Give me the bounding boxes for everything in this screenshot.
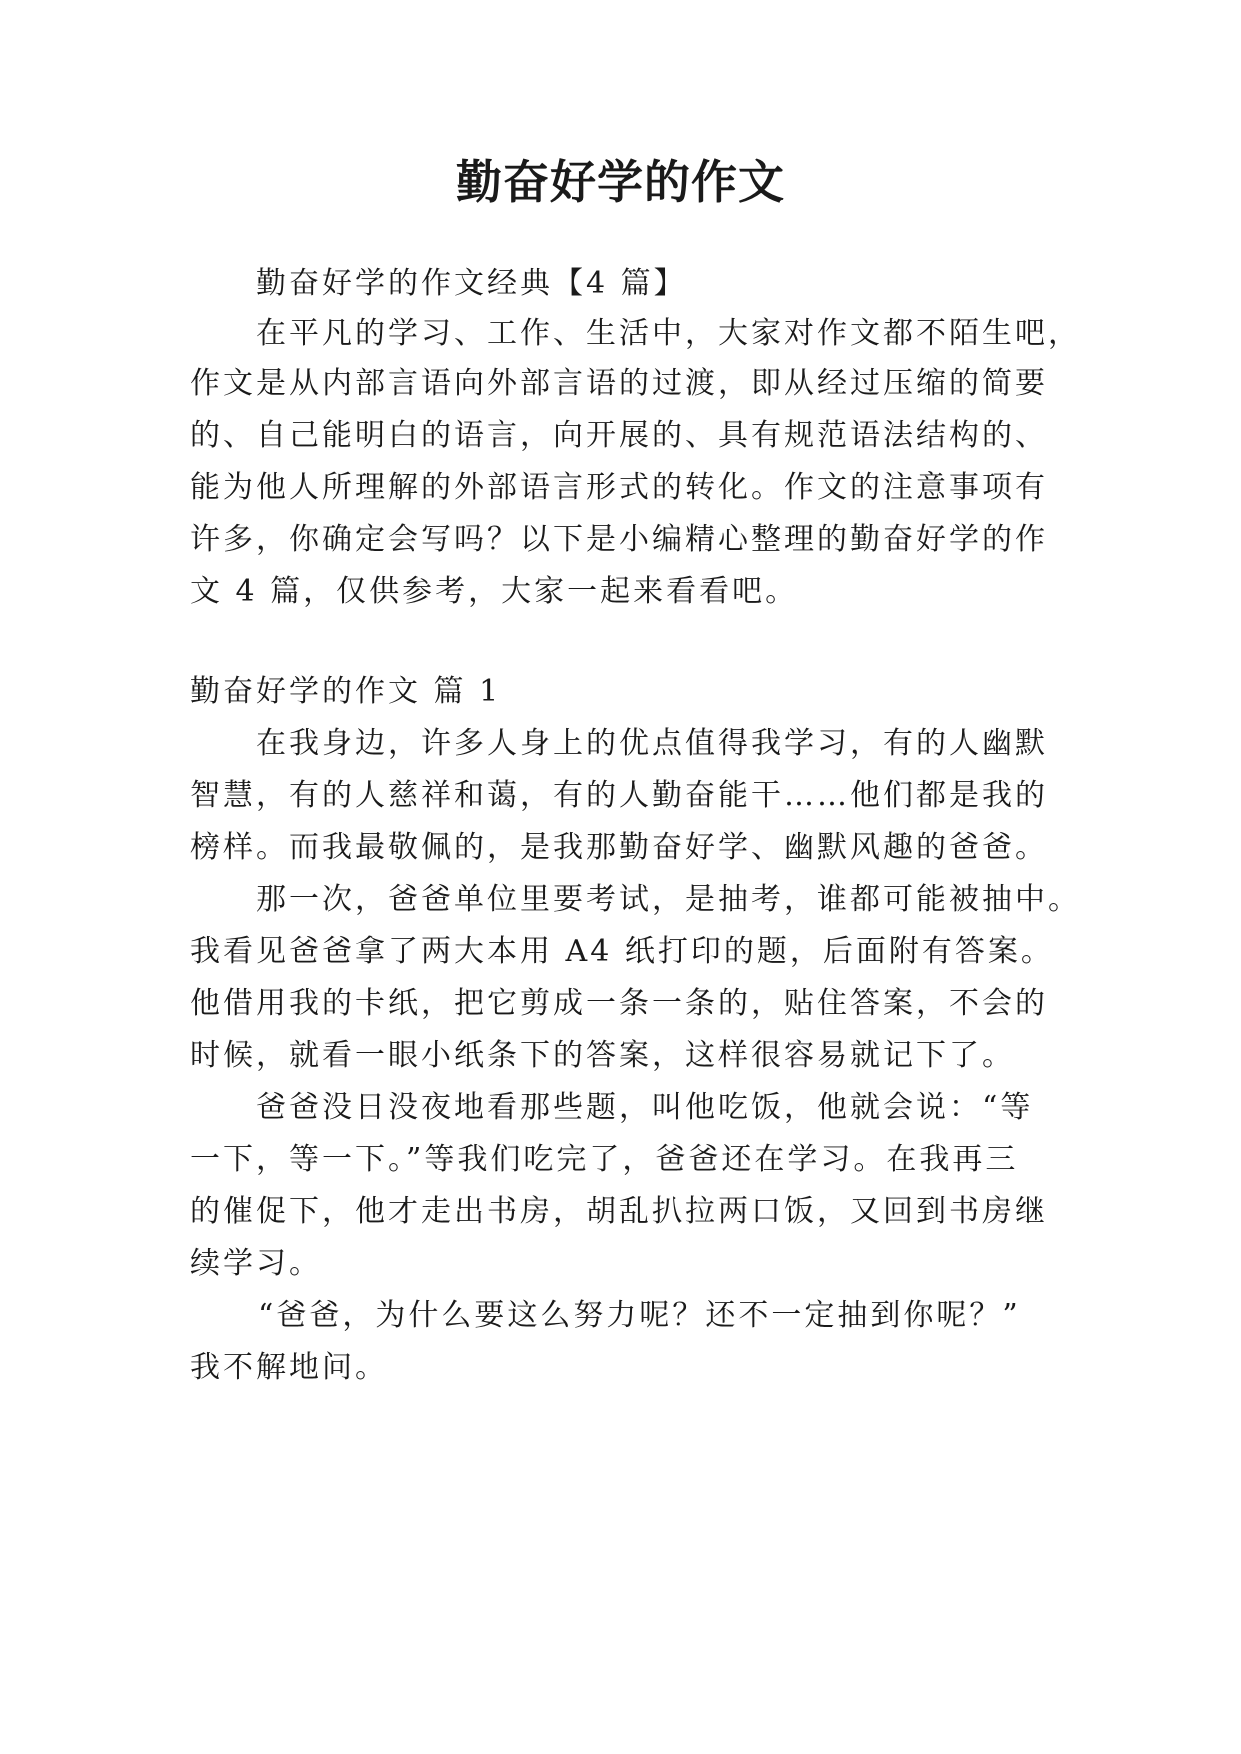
intro-line: 的、自己能明白的语言，向开展的、具有规范语法结构的、 xyxy=(190,418,1048,453)
body-line: 续学习。 xyxy=(190,1246,322,1281)
document-subtitle: 勤奋好学的作文经典【4 篇】 xyxy=(256,266,687,301)
intro-line: 能为他人所理解的外部语言形式的转化。作文的注意事项有 xyxy=(190,470,1048,505)
body-line: 智慧，有的人慈祥和蔼，有的人勤奋能干……他们都是我的 xyxy=(190,778,1048,813)
body-line: 他借用我的卡纸，把它剪成一条一条的，贴住答案，不会的 xyxy=(190,986,1048,1021)
body-line: 爸爸没日没夜地看那些题，叫他吃饭，他就会说：“等 xyxy=(256,1090,1034,1125)
body-line: 那一次，爸爸单位里要考试，是抽考，谁都可能被抽中。 xyxy=(256,882,1081,917)
section-heading: 勤奋好学的作文 篇 1 xyxy=(190,674,502,709)
intro-line: 作文是从内部言语向外部言语的过渡，即从经过压缩的简要 xyxy=(190,366,1048,401)
body-line: 榜样。而我最敬佩的，是我那勤奋好学、幽默风趣的爸爸。 xyxy=(190,830,1048,865)
body-line: 时候，就看一眼小纸条下的答案，这样很容易就记下了。 xyxy=(190,1038,1015,1073)
intro-line: 文 4 篇，仅供参考，大家一起来看看吧。 xyxy=(190,574,799,609)
body-line: “爸爸，为什么要这么努力呢？还不一定抽到你呢？” xyxy=(258,1298,1021,1333)
body-line: 的催促下，他才走出书房，胡乱扒拉两口饭，又回到书房继 xyxy=(190,1194,1048,1229)
body-line: 我看见爸爸拿了两大本用 A4 纸打印的题，后面附有答案。 xyxy=(190,934,1054,969)
body-line: 一下，等一下。”等我们吃完了，爸爸还在学习。在我再三 xyxy=(190,1142,1019,1177)
body-line: 在我身边，许多人身上的优点值得我学习，有的人幽默 xyxy=(256,726,1048,761)
intro-line: 在平凡的学习、工作、生活中，大家对作文都不陌生吧， xyxy=(256,316,1081,351)
body-line: 我不解地问。 xyxy=(190,1350,388,1385)
intro-line: 许多，你确定会写吗？以下是小编精心整理的勤奋好学的作 xyxy=(190,522,1048,557)
document-title: 勤奋好学的作文 xyxy=(456,155,785,209)
